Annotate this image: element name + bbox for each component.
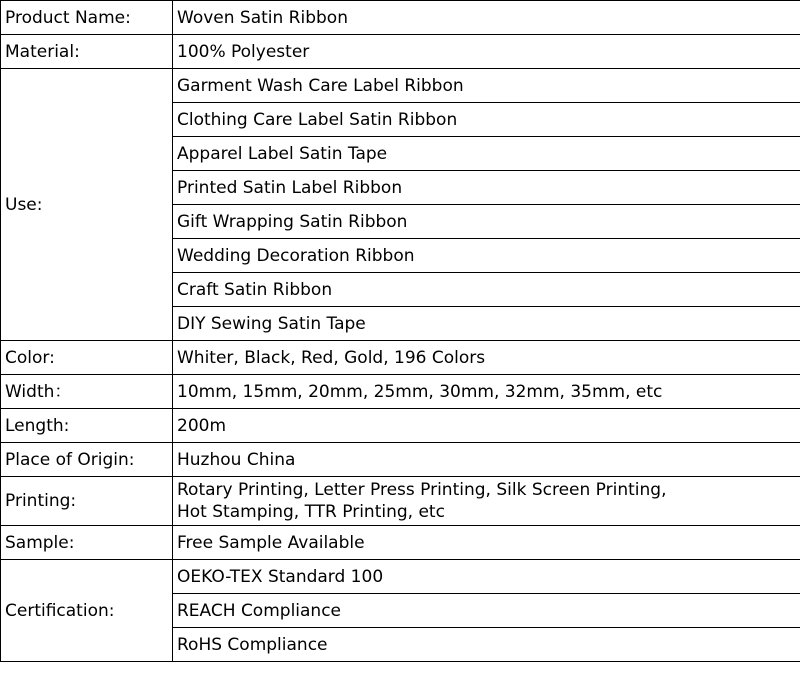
spec-value-printing <box>173 477 800 526</box>
spec-value-material: 100% Polyester <box>173 35 800 69</box>
spec-value-color: Whiter, Black, Red, Gold, 196 Colors <box>173 341 800 375</box>
spec-label-use: Use: <box>1 69 173 341</box>
spec-value-use-item: Garment Wash Care Label Ribbon <box>173 69 800 103</box>
printing-line: Rotary Printing, Letter Press Printing, Silk Screen Printing, <box>177 480 667 500</box>
spec-value-origin: Huzhou China <box>173 443 800 477</box>
table-row <box>1 341 800 375</box>
spec-value-use-item: DIY Sewing Satin Tape <box>173 307 800 341</box>
printing-line: Hot Stamping, TTR Printing, etc <box>177 502 445 522</box>
spec-value-product-name: Woven Satin Ribbon <box>173 1 800 35</box>
spec-label-color: Color: <box>1 341 173 375</box>
spec-value-certification-item: REACH Compliance <box>173 594 800 628</box>
table-row <box>1 560 800 594</box>
table-row <box>1 477 800 526</box>
spec-value-certification-item: OEKO-TEX Standard 100 <box>173 560 800 594</box>
spec-value-use-item: Printed Satin Label Ribbon <box>173 171 800 205</box>
spec-label-material: Material: <box>1 35 173 69</box>
spec-value-use-item: Gift Wrapping Satin Ribbon <box>173 205 800 239</box>
spec-label-product-name: Product Name: <box>1 1 173 35</box>
spec-value-width: 10mm, 15mm, 20mm, 25mm, 30mm, 32mm, 35mm, etc <box>173 375 800 409</box>
spec-label-sample: Sample: <box>1 526 173 560</box>
spec-label-printing: Printing: <box>1 477 173 526</box>
spec-label-length: Length: <box>1 409 173 443</box>
table-row <box>1 1 800 35</box>
table-row <box>1 409 800 443</box>
spec-value-use-item: Clothing Care Label Satin Ribbon <box>173 103 800 137</box>
table-row <box>1 35 800 69</box>
spec-value-certification-item: RoHS Compliance <box>173 628 800 662</box>
spec-value-use-item: Wedding Decoration Ribbon <box>173 239 800 273</box>
spec-label-origin: Place of Origin: <box>1 443 173 477</box>
table-row <box>1 69 800 103</box>
spec-label-certification: Certification: <box>1 560 173 662</box>
spec-label-width: Width： <box>1 375 173 409</box>
table-row <box>1 526 800 560</box>
spec-value-use-item: Craft Satin Ribbon <box>173 273 800 307</box>
table-row <box>1 443 800 477</box>
spec-value-length: 200m <box>173 409 800 443</box>
spec-value-sample: Free Sample Available <box>173 526 800 560</box>
spec-value-use-item: Apparel Label Satin Tape <box>173 137 800 171</box>
table-row <box>1 375 800 409</box>
